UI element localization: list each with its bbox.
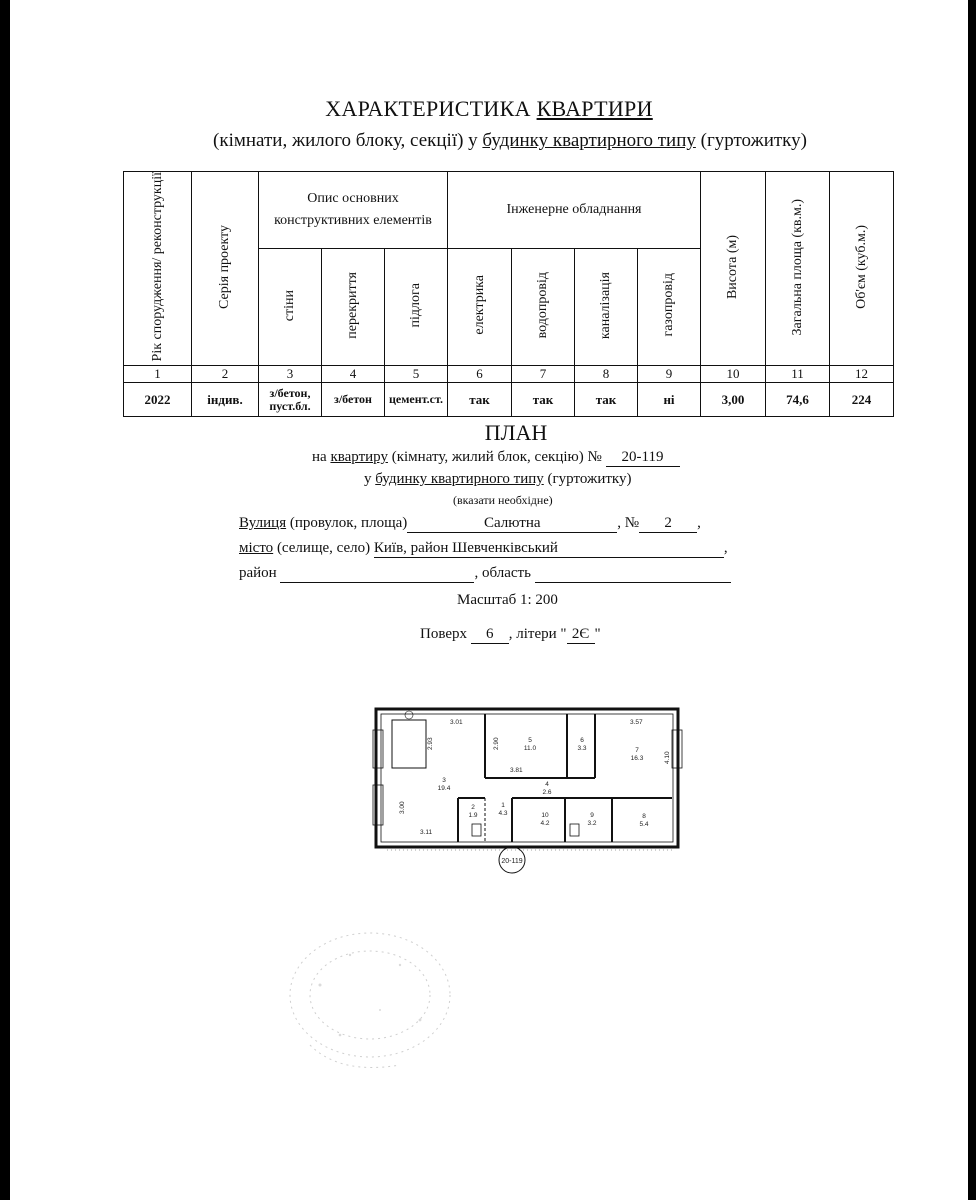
room-number: 7	[635, 747, 639, 754]
room-area: 16.3	[630, 755, 644, 762]
header-area: Загальна площа (кв.м.)	[766, 172, 830, 366]
plan-line-note: (вказати необхідне)	[453, 493, 553, 507]
cell-water: так	[512, 383, 575, 417]
plan-line-apartment: на квартиру (кімнату, жилий блок, секцію) № 20-119	[312, 449, 680, 467]
header-engineering-group: Інженерне обладнання	[448, 172, 701, 249]
city-value: Київ, район Шевченківський	[374, 540, 724, 558]
room-number: 5	[528, 737, 532, 744]
cell-ceilings: з/бетон	[322, 383, 385, 417]
cell-electric: так	[448, 383, 512, 417]
header-floor: підлога	[385, 248, 448, 366]
plan-line-building: у будинку квартирного типу (гуртожитку)	[364, 471, 632, 487]
dim-label: 3.01	[450, 719, 463, 726]
header-sewer: каналізація	[575, 248, 638, 366]
dim-label: 3.81	[510, 767, 523, 774]
room-area: 4.2	[540, 820, 550, 827]
room-area: 19.4	[437, 785, 451, 792]
col-number: 9	[638, 366, 701, 383]
document-page	[10, 0, 968, 1200]
street-value: Салютна	[407, 515, 617, 533]
header-year: Рік спорудження/ реконструкції	[124, 172, 192, 366]
dim-label: 3.00	[399, 801, 406, 814]
header-series: Серія проекту	[192, 172, 259, 366]
col-number: 1	[124, 366, 192, 383]
col-number: 7	[512, 366, 575, 383]
room-area: 11.0	[523, 745, 537, 752]
floor-line: Поверх 6 , літери " 2Є "	[420, 626, 601, 642]
cell-area: 74,6	[766, 383, 830, 417]
document-subtitle: (кімнати, жилого блоку, секції) у будинку квартирного типу (гуртожитку)	[213, 130, 807, 151]
room-number: 3	[442, 777, 446, 784]
stamp-seal	[280, 925, 470, 1095]
header-construct-group: Опис основних конструктивних елементів	[259, 172, 448, 249]
col-number: 10	[701, 366, 766, 383]
room-number: 1	[501, 802, 505, 809]
header-ceilings: перекриття	[322, 248, 385, 366]
room-area: 5.4	[639, 821, 649, 828]
header-electric: електрика	[448, 248, 512, 366]
col-number: 3	[259, 366, 322, 383]
col-number: 2	[192, 366, 259, 383]
header-height: Висота (м)	[701, 172, 766, 366]
room-area: 1.9	[468, 812, 478, 819]
col-number: 11	[766, 366, 830, 383]
cell-year: 2022	[124, 383, 192, 417]
apartment-number: 20-119	[606, 449, 680, 467]
room-area: 2.6	[542, 789, 552, 796]
cell-volume: 224	[830, 383, 894, 417]
table-row	[124, 383, 894, 417]
room-area: 4.3	[498, 810, 508, 817]
dim-label: 2.90	[493, 737, 500, 750]
dim-label: 3.11	[420, 829, 433, 836]
floor-value: 6	[471, 626, 509, 644]
plan-title: ПЛАН	[484, 420, 548, 445]
house-number: 2	[639, 515, 697, 533]
room-number: 10	[541, 812, 549, 819]
apartment-tag: 20-119	[501, 858, 523, 865]
header-volume: Об'єм (куб.м.)	[830, 172, 894, 366]
letter-value: 2Є	[567, 626, 595, 644]
cell-walls: з/бетон, пуст.бл.	[259, 383, 322, 417]
header-water: водопровід	[512, 248, 575, 366]
dim-label: 2.93	[427, 737, 434, 750]
city-line: місто (селище, село) Київ, район Шевченківський ,	[239, 540, 728, 556]
room-number: 6	[580, 737, 584, 744]
floor-plan-drawing	[372, 700, 692, 875]
column-number-row	[124, 366, 894, 383]
cell-floor: цемент.ст.	[385, 383, 448, 417]
cell-height: 3,00	[701, 383, 766, 417]
room-number: 8	[642, 813, 646, 820]
col-number: 8	[575, 366, 638, 383]
col-number: 6	[448, 366, 512, 383]
dim-label: 4.10	[664, 751, 671, 764]
room-area: 3.2	[587, 820, 597, 827]
cell-sewer: так	[575, 383, 638, 417]
scale-line: Масштаб 1: 200	[457, 592, 558, 608]
col-number: 12	[830, 366, 894, 383]
header-gas: газопровід	[638, 248, 701, 366]
room-number: 9	[590, 812, 594, 819]
col-number: 4	[322, 366, 385, 383]
dim-label: 3.57	[630, 719, 643, 726]
room-number: 2	[471, 804, 475, 811]
header-walls: стіни	[259, 248, 322, 366]
room-number: 4	[545, 781, 549, 788]
characteristics-table	[123, 171, 894, 417]
room-area: 3.3	[577, 745, 587, 752]
cell-series: індив.	[192, 383, 259, 417]
district-line: район , область	[239, 565, 731, 583]
document-title: ХАРАКТЕРИСТИКА КВАРТИРИ	[325, 96, 653, 121]
col-number: 5	[385, 366, 448, 383]
street-line: Вулиця (провулок, площа) Салютна , № 2 ,	[239, 515, 701, 531]
cell-gas: ні	[638, 383, 701, 417]
